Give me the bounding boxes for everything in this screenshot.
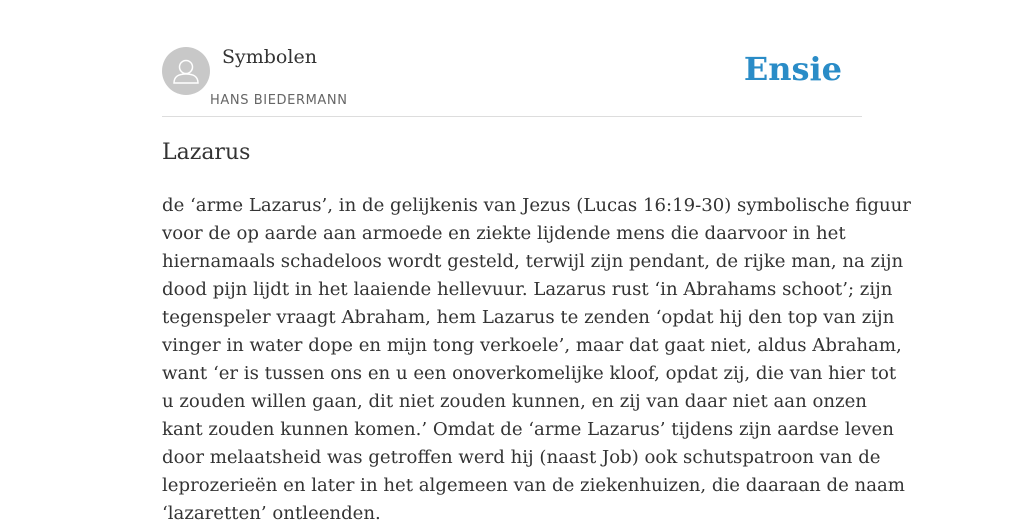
entry-line: tegenspeler vraagt Abraham, hem Lazarus te zenden ‘opdat hij den top van zijn <box>162 307 895 328</box>
entry-line: dood pijn lijdt in het laaiende hellevuur. Lazarus rust ‘in Abrahams schoot’; zijn <box>162 279 893 300</box>
author-name[interactable]: HANS BIEDERMANN <box>210 93 348 108</box>
entry-body <box>162 192 911 528</box>
entry-line: ‘lazaretten’ ontleenden. <box>162 503 381 524</box>
book-title[interactable]: Symbolen <box>222 46 317 68</box>
entry-line: kant zouden kunnen komen.’ Omdat de ‘arme Lazarus’ tijdens zijn aardse leven <box>162 419 894 440</box>
entry-title: Lazarus <box>162 140 251 165</box>
user-avatar-icon[interactable] <box>162 47 210 95</box>
entry-line: u zouden willen gaan, dit niet zouden kunnen, en zij van daar niet aan onzen <box>162 391 867 412</box>
entry-line: want ‘er is tussen ons en u een onoverkomelijke kloof, opdat zij, die van hier tot <box>162 363 897 384</box>
avatar-silhouette-icon <box>162 47 210 95</box>
entry-line: voor de op aarde aan armoede en ziekte lijdende mens die daarvoor in het <box>162 223 846 244</box>
entry-line: de ‘arme Lazarus’, in de gelijkenis van Jezus (Lucas 16:19-30) symbolische figuur <box>162 195 911 216</box>
entry-line: leprozerieën en later in het algemeen van de ziekenhuizen, die daaraan de naam <box>162 475 905 496</box>
page-header <box>162 46 862 117</box>
site-logo[interactable]: Ensie <box>743 50 842 88</box>
entry-line: door melaatsheid was getroffen werd hij (naast Job) ook schutspatroon van de <box>162 447 881 468</box>
entry-line: vinger in water dope en mijn tong verkoele’, maar dat gaat niet, aldus Abraham, <box>162 335 902 356</box>
entry-line: hiernamaals schadeloos wordt gesteld, terwijl zijn pendant, de rijke man, na zijn <box>162 251 904 272</box>
